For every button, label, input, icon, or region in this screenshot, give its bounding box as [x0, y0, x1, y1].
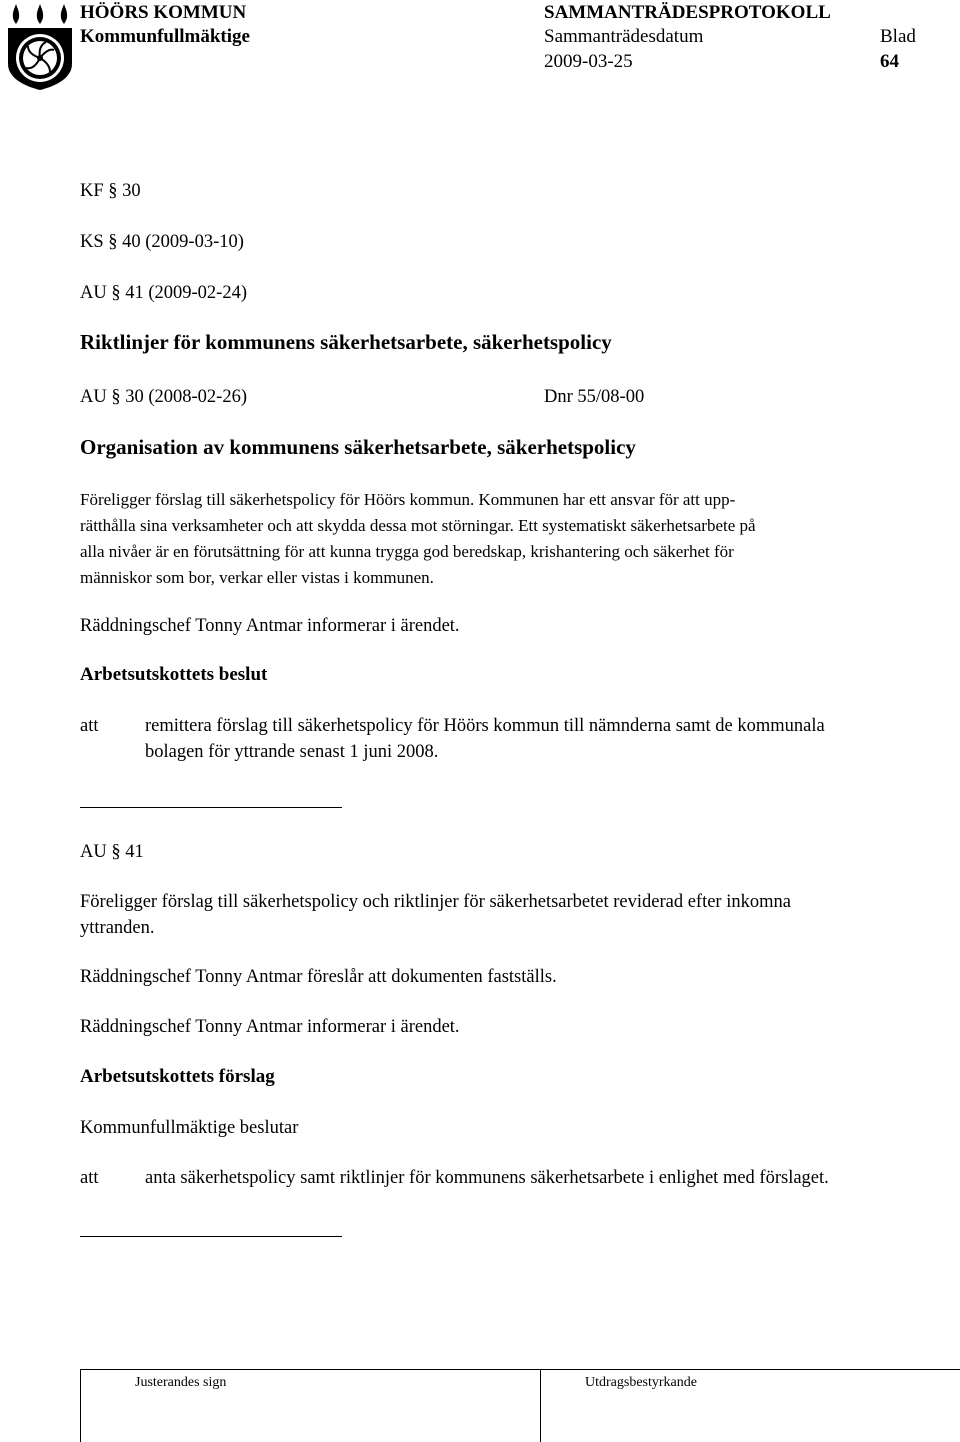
section1-para1-line3: alla nivåer är en förutsättning för att kunna trygga god beredskap, krishantering och säkerhet för — [80, 542, 734, 561]
att-word: att — [80, 716, 99, 736]
date-label: Sammanträdesdatum — [544, 26, 704, 47]
ref-kf: KF § 30 — [80, 181, 141, 201]
section2-proposal-heading: Arbetsutskottets förslag — [80, 1066, 275, 1087]
section1-dnr: Dnr 55/08-00 — [544, 387, 645, 407]
municipal-crest-icon — [4, 2, 76, 92]
section1-para1-line2: rätthålla sina verksamheter och att skydda dessa mot störningar. Ett systematiskt säkerhetsarbete på — [80, 516, 756, 535]
att-text: anta säkerhetspolicy samt riktlinjer för kommunens säkerhetsarbete i enlighet med förslaget. — [145, 1168, 829, 1188]
date-value: 2009-03-25 — [544, 51, 633, 72]
footer-utdragsbestyrkande: Utdragsbestyrkande — [585, 1375, 697, 1390]
section1-para1-line4: människor som bor, verkar eller vistas i kommunen. — [80, 568, 434, 587]
ref-ks: KS § 40 (2009-03-10) — [80, 232, 244, 252]
section2-para3: Räddningschef Tonny Antmar informerar i ärendet. — [80, 1017, 460, 1037]
body-name: Kommunfullmäktige — [80, 26, 250, 47]
att-text-line2: bolagen för yttrande senast 1 juni 2008. — [145, 742, 439, 762]
separator-line — [80, 1236, 342, 1237]
att-word: att — [80, 1168, 99, 1188]
section2-att-clause — [80, 1165, 950, 1191]
section2-ref: AU § 41 — [80, 842, 144, 862]
section1-title: Organisation av kommunens säkerhetsarbete, säkerhetspolicy — [80, 435, 636, 459]
section1-ref: AU § 30 (2008-02-26) — [80, 387, 247, 407]
section1-decision-heading: Arbetsutskottets beslut — [80, 664, 268, 685]
footer-justerandes-sign: Justerandes sign — [135, 1375, 227, 1390]
doc-type: SAMMANTRÄDESPROTOKOLL — [544, 2, 831, 23]
footer-left-rule — [80, 1369, 81, 1442]
section2-para2: Räddningschef Tonny Antmar föreslår att dokumenten fastställs. — [80, 967, 557, 987]
att-text-line1: remittera förslag till säkerhetspolicy för Höörs kommun till nämnderna samt de kommunala — [145, 716, 825, 736]
page-number: 64 — [880, 51, 899, 72]
section1-para1 — [80, 487, 756, 591]
att-text — [145, 713, 950, 765]
separator-line — [80, 807, 342, 808]
section1-para2: Räddningschef Tonny Antmar informerar i ärendet. — [80, 616, 460, 636]
main-title: Riktlinjer för kommunens säkerhetsarbete, säkerhetspolicy — [80, 330, 612, 354]
footer-middle-rule — [540, 1369, 541, 1442]
section2-para1-line1: Föreligger förslag till säkerhetspolicy och riktlinjer för säkerhetsarbetet reviderad efter inkomna — [80, 892, 791, 912]
org-name: HÖÖRS KOMMUN — [80, 2, 247, 23]
section1-para1-line1: Föreligger förslag till säkerhetspolicy för Höörs kommun. Kommunen har ett ansvar för att upp- — [80, 490, 736, 509]
footer-top-rule — [80, 1369, 960, 1370]
page-label: Blad — [880, 26, 916, 47]
ref-au: AU § 41 (2009-02-24) — [80, 283, 247, 303]
section2-council-decides: Kommunfullmäktige beslutar — [80, 1118, 299, 1138]
section2-para1 — [80, 889, 791, 941]
section1-att-clause — [80, 713, 950, 765]
section2-para1-line2: yttranden. — [80, 918, 155, 938]
